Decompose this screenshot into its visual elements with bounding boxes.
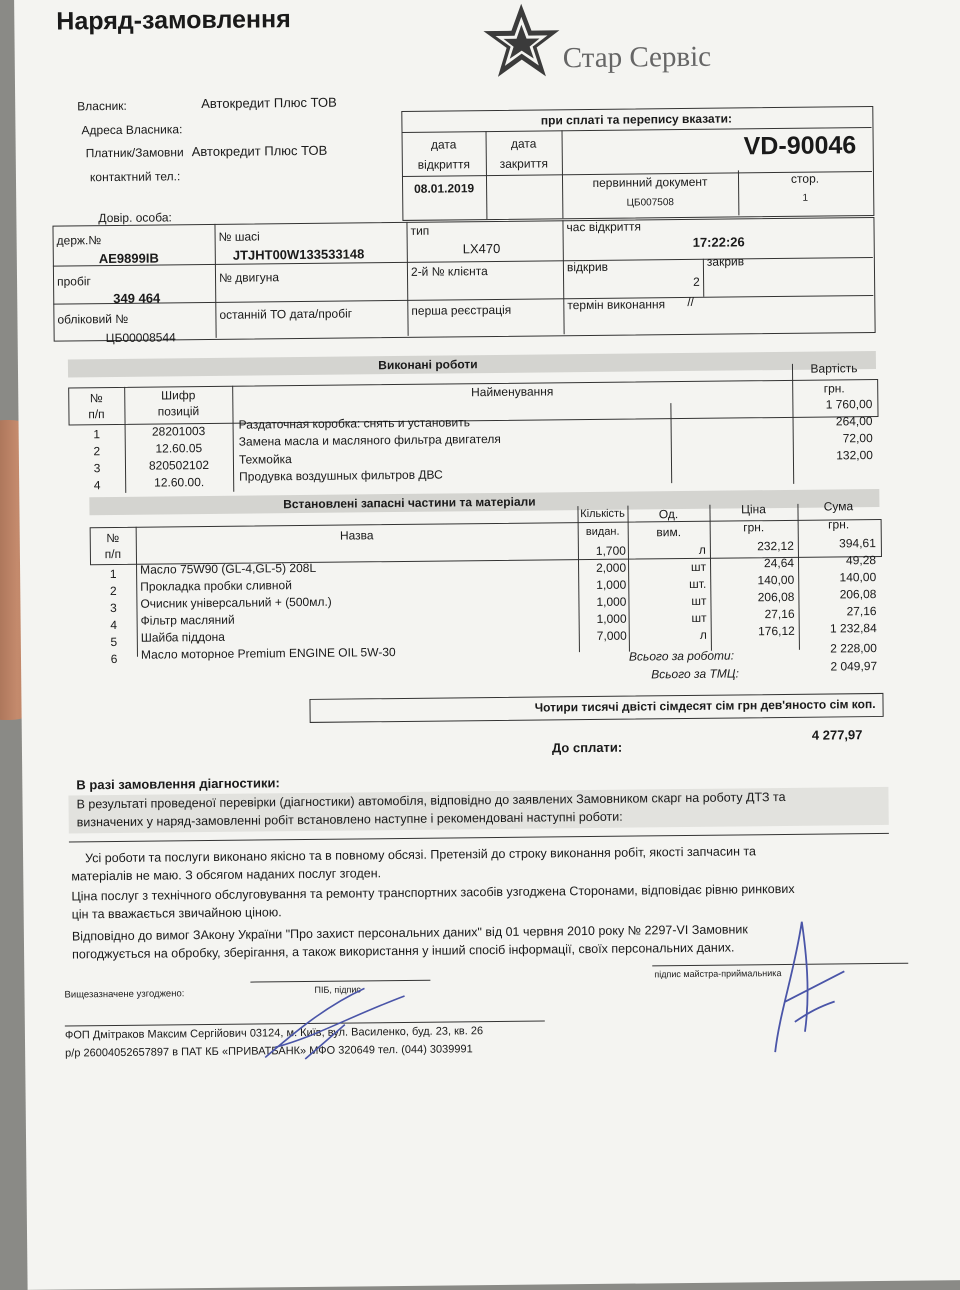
open-time-value: 17:22:26: [692, 234, 745, 250]
parts-col-price-1: Ціна: [740, 502, 766, 517]
footer-line-2: р/р 26004052657897 в ПАТ КБ «ПРИВАТБАНК» МФО 320649 тел. (044) 3039991: [65, 1043, 473, 1060]
account-label: обліковий №: [57, 311, 129, 327]
parts-col-qty-2: видан.: [585, 525, 620, 539]
footer-line-1: ФОП Дмітраков Максим Сергійович 03124, м. Київ, вул. Василенко, буд. 23, кв. 26: [64, 1025, 484, 1042]
works-col-no-1: №: [89, 391, 103, 406]
diagnostics-text-2: визначених у наряд-замовленні робіт встановлено наступне і рекомендовані наступні роботи:: [76, 809, 623, 830]
customer-signature-drawing: [254, 976, 435, 1068]
parts-col-sum-2: грн.: [828, 517, 850, 532]
diagnostics-text-1: В результаті проведеної перевірки (діагностики) автомобіля, відповідно до заявлених Замовником скарг на роботу ДТЗ та: [76, 789, 786, 812]
work-order-document: Наряд-замовлення Стар Сервіс Власник: Автокредит Плюс ТОВ Адреса Власника: Платник/Замовни Автокредит Плюс ТОВ контактний тел.: Довір. особа: при сплаті та перепису вказати: дата відкриття дата закриття 08.01.2019 VD-90046 первинний документ ЦБ007508 стор. 1 держ.№ AE9899IB № шасі JTJHT00W133533148 тип LX470 час відкриття 17:22:26 пробіг 349 464 № двигуна 2-й № клієнта відкрив 2 закрив обліковий № ЦБ00008544 останній ТО дата/пробіг перша реєстрація термін виконання // Виконані роботи № п/п Шифр позицій Найменування Вартість грн. 1 28201003 Раздаточная коробка: снять и установить 1 760,00 2 12.60.05 Замена масла и масляного фильтра двигателя 264,00 3 820502102 Техмойка 72,00 4 12.60.00. Продувка воздушных фильтров ДВС 132,00 Встановлені запасні частини та матеріали № п/п Назва Кількість видан. Од. вим. Ціна грн. Сума грн. 1 Масло 75W90 (GL-4,GL-5) 208L 1,700 л 232,12 394,61 2 Прокладка пробки сливной 2,000 шт 24,64 49,28 3 Очисник універсальний + (500мл.) 1,000 шт. 140,00 140,00 4 Фільтр масляний 1,000 шт 206,08 206,08 5 Шайба піддона 1,000 шт 27,16 27,16 6 Масло моторное Premium ENGINE OIL 5W-30 7,000 л 176,12 1 232,84 Всього за роботи: 2 228,00 Всього за ТМЦ: 2 049,97 Чотири тисячі двісті сімдесят сім грн дев'яносто сім коп. До сплати: 4 277,97 В разі замовлення діагностики: В результаті проведеної перевірки (діагностики) автомобіля, відповідно до заявлених Замовником скарг на роботу ДТЗ та визначених у наряд-замовленні робіт встановлено наступне і рекомендовані наступні роботи: Усі роботи та послуги виконано якісно та в повному обсязі. Претензій до строку виконання робіт, якості запчасин та матеріалів не маю. З обсягом наданих послуг згоден. Ціна послуг з технічного обслуговування та ремонту транспортних засобів узгоджена Сторонами, відповідає рівню ринкових цін та вважається звичайною ціною. Відповідно до вимог ЗАкону України "Про захист персональних даних" від 01 червня 2010 року № 2297-VI Замовник погоджується на обробку, зберігання, а також використання у інший спосіб інформації, своїх персональних даних. підпис майстра-приймальника Вищезазначене узгоджено: ПІБ, підпис ФОП Дмітраков Максим Сергійович 03124, м. Київ, вул. Василенко, буд. 23, кв. 26 р/р 26004052657897 в ПАТ КБ «ПРИВАТБАНК» МФО 320649 тел. (044) 3039991: [14, 0, 960, 1290]
account-value: ЦБ00008544: [105, 330, 176, 346]
works-col-no-2: п/п: [88, 407, 105, 422]
trusted-person-label: Довір. особа:: [98, 210, 172, 226]
closed-by-label: закрив: [706, 254, 745, 269]
master-signature-label: підпис майстра-приймальника: [654, 968, 782, 980]
star-logo-icon: [480, 0, 563, 83]
parts-col-no-2: п/п: [104, 546, 122, 562]
works-col-code-1: Шифр: [161, 388, 196, 403]
payer-value: Автокредит Плюс ТОВ: [191, 142, 328, 160]
statement-line-2: матеріалів не маю. З обсягом наданих послуг згоден.: [71, 866, 382, 884]
parts-section-title: Встановлені запасні частини та матеріали: [283, 494, 536, 512]
contact-label: контактний тел.:: [89, 169, 181, 185]
parts-col-no-1: №: [106, 530, 120, 546]
parts-col-price-2: грн.: [743, 520, 765, 535]
works-col-name: Найменування: [471, 384, 554, 400]
statement-line-1: Усі роботи та послуги виконано якісно та в повному обсязі. Претензій до строку виконання робіт, якості запчасин та: [85, 844, 757, 866]
last-service-label: останній ТО дата/пробіг: [219, 306, 353, 322]
parts-col-unit-2: вим.: [656, 525, 682, 540]
date-open-value: 08.01.2019: [413, 181, 475, 196]
document-title: Наряд-замовлення: [56, 5, 291, 36]
parts-col-sum-1: Сума: [823, 499, 854, 514]
order-box-header: при сплаті та перепису вказати:: [540, 111, 733, 128]
date-open-label-1: дата: [430, 137, 457, 152]
diagnostics-title: В разі замовлення діагностики:: [76, 775, 280, 793]
deadline-value: //: [687, 294, 695, 309]
statement-line-6: погоджується на обробку, зберігання, а також використання у інший спосіб інформації, своїх персональних даних.: [72, 940, 735, 962]
owner-address-label: Адреса Власника:: [81, 122, 183, 138]
primary-doc-label: первинний документ: [592, 174, 708, 190]
date-close-label-1: дата: [510, 136, 537, 151]
to-pay-label: До сплати:: [551, 739, 623, 756]
parts-col-name: Назва: [339, 528, 374, 543]
order-number: VD-90046: [743, 131, 857, 161]
type-value: LX470: [462, 240, 501, 257]
total-works-label: Всього за роботи:: [628, 648, 735, 664]
opened-by-value: 2: [693, 274, 700, 289]
deadline-label: термін виконання: [567, 297, 666, 313]
statement-line-5: Відповідно до вимог ЗАкону України "Про захист персональних даних" від 01 червня 2010 року № 2297-VI Замовник: [71, 922, 748, 944]
page-label: стор.: [790, 171, 820, 186]
works-col-code-2: позицій: [157, 404, 200, 419]
statement-line-3: Ціна послуг з технічного обслуговування та ремонту транспортних засобів узгоджена Сторонами, відповідає рівню ринкових: [71, 881, 795, 904]
total-works-value: 2 228,00: [830, 640, 878, 656]
master-signature-drawing: [754, 911, 856, 1062]
parts-col-qty-1: Кількість: [580, 507, 625, 521]
works-col-cost-1: Вартість: [810, 361, 858, 376]
client2-label: 2-й № клієнта: [410, 264, 488, 279]
page-value: 1: [802, 192, 809, 204]
pib-signature-label: ПІБ, підпис: [314, 984, 361, 995]
works-section-title: Виконані роботи: [378, 357, 478, 373]
primary-doc-value: ЦБ007508: [626, 197, 674, 209]
type-label: тип: [410, 223, 430, 238]
to-pay-value: 4 277,97: [811, 727, 863, 743]
vehicle-info-box: [52, 217, 875, 342]
statement-line-4: цін та вважається звичайною ціною.: [71, 905, 282, 922]
parts-col-unit-1: Од.: [658, 507, 679, 522]
date-close-label-2: закриття: [499, 156, 549, 171]
open-time-label: час відкриття: [566, 219, 642, 235]
agreed-label: Вищезазначене узгоджено:: [64, 988, 185, 1001]
mileage-value: 349 464: [113, 290, 161, 306]
payer-label: Платник/Замовни: [85, 145, 184, 161]
owner-value: Автокредит Плюс ТОВ: [201, 94, 337, 112]
total-tmc-label: Всього за ТМЦ:: [651, 666, 740, 682]
mileage-label: пробіг: [56, 274, 91, 289]
amount-in-words: Чотири тисячі двісті сімдесят сім грн дев'яносто сім коп.: [534, 697, 876, 715]
plate-value: AE9899IB: [98, 250, 159, 267]
plate-label: держ.№: [56, 233, 102, 248]
owner-label: Власник:: [77, 98, 127, 114]
total-tmc-value: 2 049,97: [830, 658, 878, 674]
company-logo-text: Стар Сервіс: [562, 40, 712, 75]
opened-by-label: відкрив: [566, 259, 609, 275]
date-open-label-2: відкриття: [417, 157, 471, 172]
chassis-label: № шасі: [218, 229, 260, 244]
first-registration-label: перша реєстрація: [411, 302, 512, 318]
engine-label: № двигуна: [218, 270, 280, 285]
chassis-value: JTJHT00W133533148: [232, 246, 365, 263]
works-col-cost-2: грн.: [823, 381, 845, 396]
